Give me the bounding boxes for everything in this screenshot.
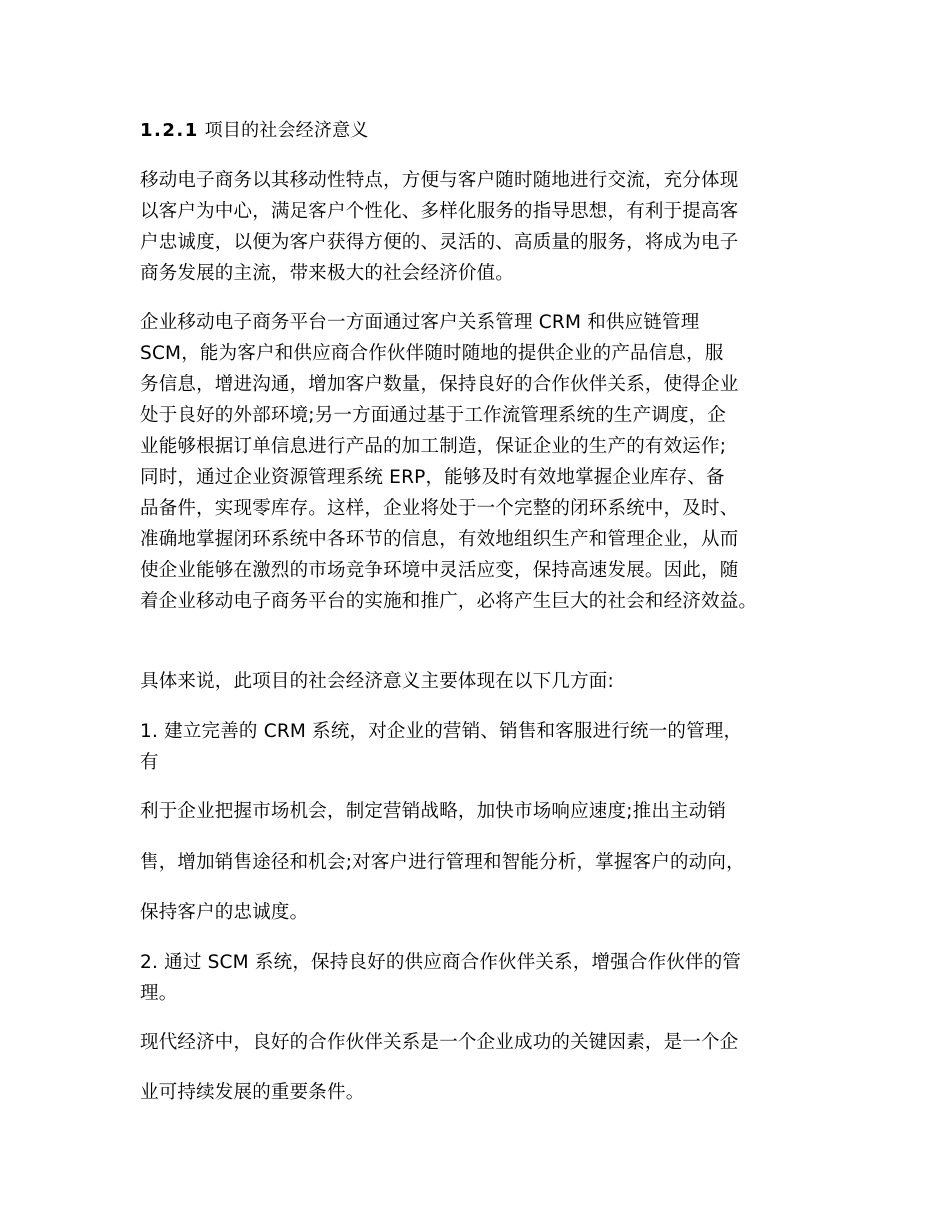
paragraph-line: 业可持续发展的重要条件。 (140, 1082, 365, 1103)
paragraph-line: 售，增加销售途径和机会;对客户进行管理和智能分析，掌握客户的动向， (140, 852, 745, 873)
paragraph-line: 处于良好的外部环境;另一方面通过基于工作流管理系统的生产调度，企 (140, 405, 727, 426)
paragraph-line: 使企业能够在激烈的市场竞争环境中灵活应变，保持高速发展。因此，随 (140, 560, 739, 581)
section-title: 项目的社会经济意义 (204, 120, 369, 141)
paragraph-line: 准确地掌握闭环系统中各环节的信息，有效地组织生产和管理企业，从而 (140, 529, 739, 550)
list-item-line: 1. 建立完善的 CRM 系统，对企业的营销、销售和客服进行统一的管理， (140, 721, 743, 742)
paragraph-line: 现代经济中，良好的合作伙伴关系是一个企业成功的关键因素，是一个企 (140, 1032, 739, 1053)
paragraph-line: 品备件，实现零库存。这样，企业将处于一个完整的闭环系统中，及时、 (140, 498, 739, 519)
paragraph-line: 以客户为中心，满足客户个性化、多样化服务的指导思想，有利于提高客 (140, 201, 739, 222)
paragraph-line: 利于企业把握市场机会，制定营销战略，加快市场响应速度;推出主动销 (140, 801, 727, 822)
paragraph-line: 商务发展的主流，带来极大的社会经济价值。 (140, 263, 515, 284)
paragraph-line: 具体来说，此项目的社会经济意义主要体现在以下几方面: (140, 671, 614, 692)
paragraph-line: 着企业移动电子商务平台的实施和推广，必将产生巨大的社会和经济效益。 (140, 591, 758, 612)
list-item-line: 2. 通过 SCM 系统，保持良好的供应商合作伙伴关系，增强合作伙伴的管 (140, 952, 742, 973)
paragraph-line: 移动电子商务以其移动性特点，方便与客户随时随地进行交流，充分体现 (140, 170, 739, 191)
paragraph-line: 同时，通过企业资源管理系统 ERP，能够及时有效地掌握企业库存、备 (140, 467, 725, 488)
section-heading (140, 118, 368, 144)
list-item-line: 有 (140, 752, 159, 773)
paragraph-line: 企业移动电子商务平台一方面通过客户关系管理 CRM 和供应链管理 (140, 312, 700, 333)
paragraph-line: 户忠诚度，以便为客户获得方便的、灵活的、高质量的服务，将成为电子 (140, 232, 739, 253)
paragraph-line: 保持客户的忠诚度。 (140, 902, 309, 923)
paragraph-line: 务信息，增进沟通，增加客户数量，保持良好的合作伙伴关系，使得企业 (140, 374, 739, 395)
paragraph-line: 业能够根据订单信息进行产品的加工制造，保证企业的生产的有效运作; (140, 436, 727, 457)
section-number: 1.2.1 (140, 120, 199, 141)
list-item-line: 理。 (140, 983, 178, 1004)
paragraph-line: SCM，能为客户和供应商合作伙伴随时随地的提供企业的产品信息，服 (140, 343, 724, 364)
